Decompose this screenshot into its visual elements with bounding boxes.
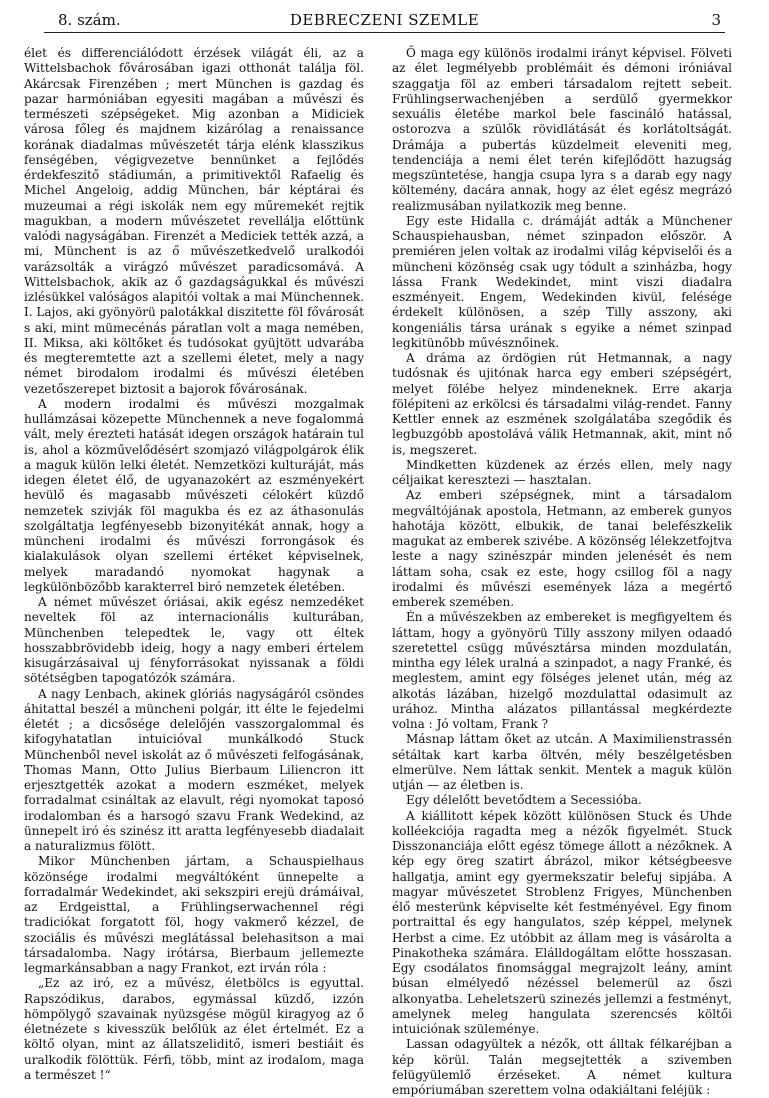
- paragraph: A német művészet óriásai, akik egész nemzedéket neveltek föl az internacionális kulturában, Münchenben telepedtek le, vagy ott éltek hosszabbrövidebb ideig, hogy a nagy emberi értelem kisugárzásaival uj fényforrásokat nyissanak a földi sötétségben tapogatózók számára.: [24, 595, 364, 686]
- right-column: [392, 46, 732, 1097]
- paragraph: Egy este Hidalla c. drámáját adták a Münchener Schauspiehausban, német szinpadon először. A premiéren jelen voltak az irodalmi világ képviselői és a müncheni közönség csak ugy tódult a szinházba, hogy lássa Frank Wedekindet, mint viszi diadalra eszményeit. Engem, Wedekinden kivül, felésége érdekelt különösen, a szép Tilly asszony, aki kongeniális társa urának s egyike a német szinpad legkitünőbb művésznőinek.: [392, 213, 732, 350]
- paragraph: Az emberi szépségnek, mint a társadalom megváltójának apostola, Hetmann, az emberek gunyos hahotája között, elbukik, de tanai belefészkelik magukat az emberek szivébe. A közönség lélekzetfojtva leste a nagy szinészpár minden jelenését és nem láttam soha, csak ez este, hogy csillog föl a nagy irodalmi és művészi események láza a megértő emberek szemében.: [392, 488, 732, 609]
- journal-title: DEBRECZENI SZEMLE: [289, 11, 480, 29]
- paragraph: Lassan odagyültek a nézők, ott álltak félkaréjban a kép körül. Talán megsejtették a szivemben felügyülemlő érzéseket. A német kultura empóriumában szerettem volna odakiáltani feléjük :: [392, 1037, 732, 1097]
- paragraph: Mikor Münchenben jártam, a Schauspielhaus közönsége irodalmi megváltóként ünnepelte a forradalmár Wedekindet, aki sekszpiri erejü drámáival, az Erdgeisttal, a Frühlingserwachennel régi tradiciókat forgatott föl, hogy vakmerő kézzel, de szociális és művészi meglátással belehasitson a mai társadalomba. Nagy irótársa, Bierbaum jellemezte legmarkánsabban a nagy Frankot, ezt irván róla :: [24, 854, 364, 975]
- paragraph: Mindketten küzdenek az érzés ellen, mely nagy céljaikat keresztezi — hasztalan.: [392, 457, 732, 487]
- issue-number: 8. szám.: [58, 11, 121, 29]
- paragraph: Másnap láttam őket az utcán. A Maximilienstrassén sétáltak kart karba öltvén, mély beszélgetésben elmerülve. Nem láttak senkit. Mentek a maguk külön utján — az életben is.: [392, 732, 732, 792]
- paragraph: Én a művészekben az embereket is megfigyeltem és láttam, hogy a gyönyörü Tilly asszony milyen odaadó szeretettel csügg művésztársa minden mozdulatán, mintha egy lélek uralná a szinpadot, a nagy Franké, és meglestem, amint egy fölséges jelenet után, még az alkotás lázában, hizelgő mozdulattal odasimult az urához. Mintha alázatos pillantással megkérdezte volna : Jó voltam, Frank ?: [392, 610, 732, 731]
- paragraph: A kiállitott képek között különösen Stuck és Uhde kolléekciója ragadta meg a nézők figyelmét. Stuck Disszonanciája előtt egész tömege állott a nézőknek. A kép egy öreg szatirt ábrázol, mikor kétségbeesve hallgatja, amint egy gyermekszatir belefuj sipjába. A magyar művészetet Stroblenz Frigyes, Münchenben élő mesterünk képviselte két festményével. Egy finom portraittal és egy hangulatos, szép képpel, melynek Herbst a cime. Ez utóbbit az állam meg is vásárolta a Pinakotheka számára. Elálldogáltam előtte hosszasan. Egy csodálatos finomsággal megrajzolt leány, amint búsan elmélyedő nézéssel belemerül az őszi alkonyatba. Leheletszerü szinezés jellemzi a festményt, amelynek meleg hangulata szerencsés költői intuiciónak szüleménye.: [392, 808, 732, 1036]
- page-number: 3: [711, 11, 721, 29]
- paragraph: A dráma az ördögien rút Hetmannak, a nagy tudósnak és ujitónak harca egy emberi szépségért, melyet fölébe helyez mindeneknek. Erre akarja fölépiteni az erkölcsi és társadalmi világ-rendet. Fanny Kettler ennek az eszmének szolgálatába szegődik és legbuzgóbb apostolává válik Hetmannak, akit, mint nő is, megszeret.: [392, 351, 732, 457]
- paragraph: Egy délelőtt bevetődtem a Secessióba.: [406, 793, 642, 808]
- paragraph: élet és differenciálódott érzések világát éli, az a Wittelsbachok fővárosában igazi otthonát találja föl. Akárcsak Firenzében ; mert München is gazdag és pazar harmóniában egyesiti magában a művészi és természeti szépségeket. Mig azonban a Midiciek városa főleg és majdnem kizárólag a renaissance korának diadalmas művészetét tárja elénk klasszikus fenségében, végigvezetve bennünket a fejlődés érdekfeszitő stádiumán, a primitivektől Rafaelig és Michel Angeloig, addig München, bár képtárai és muzeumai a régi iskolák nem egy műremekét rejtik magukban, a modern művészetet revellálja előttünk valódi nagyságában. Firenzét a Mediciek tették azzá, a mi, Münchent is az ő művészetkedvelő uralkodói varázsolták a virágzó művészet paradicsomává. A Wittelsbachok, akik az ő gazdagságukkal és művészi izlésükkel valóságos alapitói voltak a mai Münchennek. I. Lajos, aki gyönyörü palotákkal diszitette föl fővárosát s aki, mint mümecénás páratlan volt a maga nemében, II. Miksa, aki költőket és tudósokat gyüjtött udvarába és megteremtette azt a szellemi életet, mely a nagy német birodalom irodalmi és művészi életében vezetőszerepet biztosit a bajorok fővárosának.: [24, 46, 364, 396]
- paragraph: Ő maga egy különös irodalmi irányt képvisel. Fölveti az élet legmélyebb problémáit és démoni iróniával szaggatja föl az emberi társadalom rejtett sebeit. Frühlingserwachenjében a serdülő gyermekkor sexuális életébe markol bele fascináló hatással, ostorozva a szülők rövidlátását és korlátoltságát. Drámája a pubertás küzdelmeit eleveniti meg, tendenciája a nemi élet terén kifejlődött hazugság megszüntetése, hangja csupa lyra s a darab egy nagy költemény, dacára annak, hogy az élet egész megrázó realizmusában nyilatkozik meg benne.: [392, 46, 732, 213]
- page-header: [44, 10, 725, 33]
- quotation: „Ez az iró, ez a művész, életbölcs is egyuttal. Rapszódikus, darabos, egymással küzdő, izzón hömpölygő szavainak nyüzsgése mögül kiragyog az ő életnézete s kivesszük belőlük az élet értelmét. Ez a költő olyan, mint az állatszeliditő, ismeri bestiáit és uralkodik fölöttük. Férfi, több, mint az irodalom, maga a természet !“: [24, 976, 364, 1082]
- left-column: [24, 46, 364, 1082]
- paragraph: A nagy Lenbach, akinek glóriás nagyságáról csöndes áhitattal beszél a müncheni polgár, itt élte le fejedelmi életét ; a dicsősége delelőjén vasszorgalommal és kifogyhatatlan intuicióval munkálkodó Stuck Münchenből nevel iskolát az ő művészeti felfogásának, Thomas Mann, Otto Julius Bierbaum Liliencron itt erjesztgették azokat a modern eszméket, melyek forradalmat csináltak az elavult, régi nyomokat taposó irodalomban és a harsogó szavu Frank Wedekind, az ünnepelt iró és szinész itt aratta legfényesebb diadalait a naturalizmus fölött.: [24, 686, 364, 853]
- paragraph: A modern irodalmi és művészi mozgalmak hullámzásai közepette Münchennek a neve fogalommá vált, mely érezteti hatását idegen országok határain tul is, ahol a közművelődésért szomjazó világpolgárok élik a maguk külön lelki életét. Nemzetközi kulturáját, más idegen életet élő, de ugyanazokért az eszményekért hevülő és magasabb művészeti célokért küzdő nemzetek szivják föl magukba és ez az áthasonulás szolgáltatja legfényesebb bizonyitékát annak, hogy a müncheni irodalmi és művészi forrongások és kialakulások olyan szellemi értéket képviselnek, melyek maradandó nyomokat hagynak a legkülönbözőbb karakterrel biró nemzetek életében.: [24, 396, 364, 594]
